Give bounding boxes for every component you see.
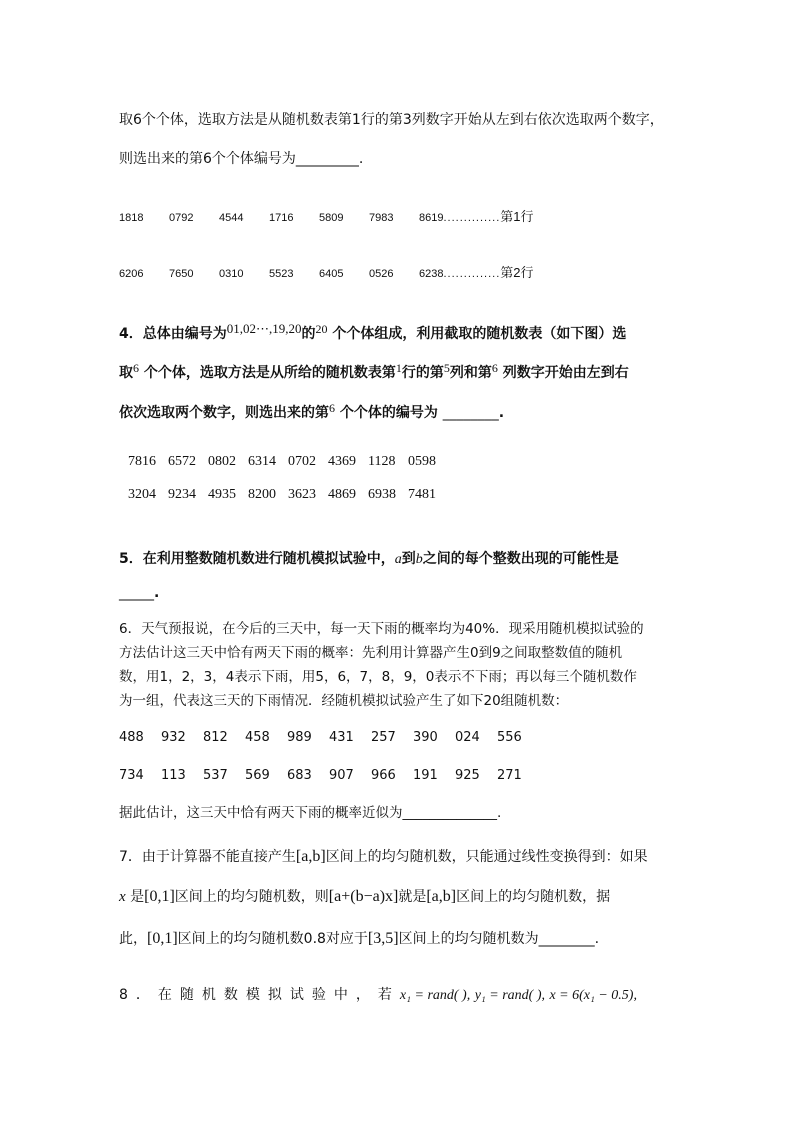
question-line: 取6个个体，选取方法是从随机数表第1行的第3列数字开始从左到右依次选取两个数字， <box>119 112 664 128</box>
q4-math: 20 <box>315 322 328 336</box>
random-number: 734 <box>119 768 144 783</box>
random-number: 966 <box>371 768 396 783</box>
q4-line-1 <box>119 320 626 343</box>
q7-text: 区间上的均匀随机数0.8对应于 <box>177 931 368 947</box>
q7-text: 区间上的均匀随机数为 <box>398 931 539 947</box>
table-cell: 0526 <box>369 268 394 280</box>
punctuation: . <box>358 151 364 167</box>
random-number: 390 <box>413 730 438 745</box>
question-text: 则选出来的第6个个体编号为 <box>119 151 296 167</box>
q6-line-1: 6．天气预报说，在今后的三天中，每一天下雨的概率均为40%．现采用随机模拟试验的 <box>119 621 644 637</box>
q7-var: x <box>119 889 126 905</box>
q7-math: [a+(b−a)x] <box>328 888 399 905</box>
q6-text: 据此估计，这三天中恰有两天下雨的概率近似为 <box>119 805 403 821</box>
random-table-row <box>128 487 448 503</box>
q6-line-4: 为一组，代表这三天的下雨情况．经随机模拟试验产生了如下20组随机数： <box>119 693 569 709</box>
q5-line-2 <box>119 584 159 602</box>
table-cell: 8619 <box>419 212 444 224</box>
q6-line-last <box>119 804 501 822</box>
table-cell: 4869 <box>328 487 356 502</box>
random-number: 989 <box>287 730 312 745</box>
table-cell: 9234 <box>168 487 196 502</box>
table-cell: 5523 <box>269 268 294 280</box>
q4-line-3 <box>119 399 504 422</box>
q7-line-2 <box>119 888 610 906</box>
q4-text: 个个体，选取方法是从所给的随机数表第 <box>143 365 396 381</box>
q4-text: 取 <box>119 365 133 381</box>
table-cell: 1716 <box>269 212 294 224</box>
table-cell: 4935 <box>208 487 236 502</box>
q4-text: 列和第 <box>449 365 492 381</box>
q7-text: 7．由于计算器不能直接产生 <box>119 849 296 865</box>
q4-math: 1 <box>395 361 402 375</box>
random-number: 907 <box>329 768 354 783</box>
random-number: 569 <box>245 768 270 783</box>
q4-text: 列数字开始由左到右 <box>502 365 629 381</box>
q5-var: b <box>415 552 423 567</box>
q7-text: 区间上的均匀随机数，据 <box>456 889 611 905</box>
q7-math: [0,1] <box>147 930 178 947</box>
q4-text: 个个体的编号为 <box>339 405 438 421</box>
q4-text: 个个体组成，利用截取的随机数表（如下图）选 <box>332 326 627 342</box>
random-number-row <box>119 768 539 783</box>
answer-blank: ______________ <box>402 805 497 821</box>
q8-math: y₁ = rand( ), <box>474 988 545 1003</box>
q5-text: 之间的每个整数出现的可能性是 <box>422 551 619 567</box>
random-number: 683 <box>287 768 312 783</box>
q7-text: 是 <box>130 889 145 905</box>
random-number: 537 <box>203 768 228 783</box>
answer-blank: ________ <box>442 405 499 421</box>
table-cell: 4544 <box>219 212 244 224</box>
random-number: 458 <box>245 730 270 745</box>
q7-math: [0,1] <box>144 888 175 905</box>
q4-line-2 <box>119 359 629 382</box>
q4-text: 行的第 <box>401 365 444 381</box>
random-number: 932 <box>161 730 186 745</box>
q7-text: 就是 <box>398 889 427 905</box>
q6-line-3: 数，用1，2，3，4表示下雨，用5，6，7，8，9，0表示不下雨；再以每三个随机数作 <box>119 669 637 685</box>
table-cell: 6238 <box>419 268 444 280</box>
random-number: 488 <box>119 730 144 745</box>
q4-text: 4．总体由编号为 <box>119 326 227 342</box>
random-number: 271 <box>497 768 522 783</box>
random-number: 431 <box>329 730 354 745</box>
random-number: 556 <box>497 730 522 745</box>
q7-math: [3,5] <box>367 930 399 947</box>
random-number: 113 <box>161 768 186 783</box>
q4-math: 6 <box>491 361 498 375</box>
ellipsis: .............. <box>443 268 501 280</box>
table-cell: 7650 <box>169 268 194 280</box>
table-cell: 4369 <box>328 454 356 469</box>
q7-math: [a,b] <box>426 888 457 905</box>
q5-line-1 <box>119 550 619 569</box>
q5-text: 到 <box>401 551 416 567</box>
random-number: 812 <box>203 730 228 745</box>
table-cell: 0792 <box>169 212 194 224</box>
table-cell: 1818 <box>119 212 144 224</box>
table-cell: 7983 <box>369 212 394 224</box>
q4-text: 依次选取两个数字，则选出来的第 <box>119 405 329 421</box>
random-table-row <box>119 262 534 281</box>
table-cell: 7481 <box>408 487 436 502</box>
q7-line-1 <box>119 848 648 866</box>
q6-line-2: 方法估计这三天中恰有两天下雨的概率：先利用计算器产生0到9之间取整数值的随机 <box>119 645 623 661</box>
table-cell: 6314 <box>248 454 276 469</box>
q8-math: x₁ = rand( ), <box>399 988 471 1003</box>
q4-math: 5 <box>443 361 450 375</box>
table-cell: 1128 <box>368 454 396 469</box>
table-cell: 6405 <box>319 268 344 280</box>
q7-line-3 <box>119 930 599 948</box>
table-cell: 8200 <box>248 487 276 502</box>
q8-math: x = 6(x₁ − 0.5), <box>549 988 637 1003</box>
table-cell: 5809 <box>319 212 344 224</box>
q4-math: 6 <box>133 361 139 375</box>
q4-text: 的 <box>301 326 316 342</box>
table-cell: 6572 <box>168 454 196 469</box>
answer-blank: _____ <box>119 585 154 601</box>
q7-text: 区间上的均匀随机数，则 <box>174 889 329 905</box>
table-cell: 6206 <box>119 268 144 280</box>
punctuation: . <box>498 405 505 421</box>
punctuation: . <box>594 931 600 947</box>
table-cell: 0702 <box>288 454 316 469</box>
answer-blank: _________ <box>295 151 359 167</box>
q7-text: 区间上的均匀随机数，只能通过线性变换得到：如果 <box>325 849 648 865</box>
question-line <box>119 150 363 168</box>
table-cell: 7816 <box>128 454 156 469</box>
random-number: 257 <box>371 730 396 745</box>
row-label: 第1行 <box>500 209 534 224</box>
q4-math: 01,02⋯,19,20 <box>226 321 302 336</box>
random-number: 925 <box>455 768 480 783</box>
random-number-row <box>119 730 539 745</box>
random-number: 024 <box>455 730 480 745</box>
table-cell: 3623 <box>288 487 316 502</box>
q7-math: [a,b] <box>295 848 326 865</box>
table-cell: 6938 <box>368 487 396 502</box>
punctuation: . <box>497 805 502 821</box>
q7-text: 此， <box>119 931 147 947</box>
row-label: 第2行 <box>500 265 534 280</box>
table-cell: 0802 <box>208 454 236 469</box>
random-table-row <box>128 454 448 470</box>
table-cell: 0310 <box>219 268 244 280</box>
punctuation: . <box>154 585 160 601</box>
q5-var: a <box>394 552 402 567</box>
answer-blank: ________ <box>538 931 595 947</box>
q5-text: 5．在利用整数随机数进行随机模拟试验中， <box>119 551 395 567</box>
q8-text: 8．在随机数模拟试验中，若 <box>119 987 400 1003</box>
q8-line-1 <box>119 986 637 1005</box>
table-cell: 3204 <box>128 487 156 502</box>
table-cell: 0598 <box>408 454 436 469</box>
random-table-row <box>119 206 534 225</box>
random-number: 191 <box>413 768 438 783</box>
ellipsis: .............. <box>443 212 501 224</box>
q4-math: 6 <box>329 401 335 415</box>
